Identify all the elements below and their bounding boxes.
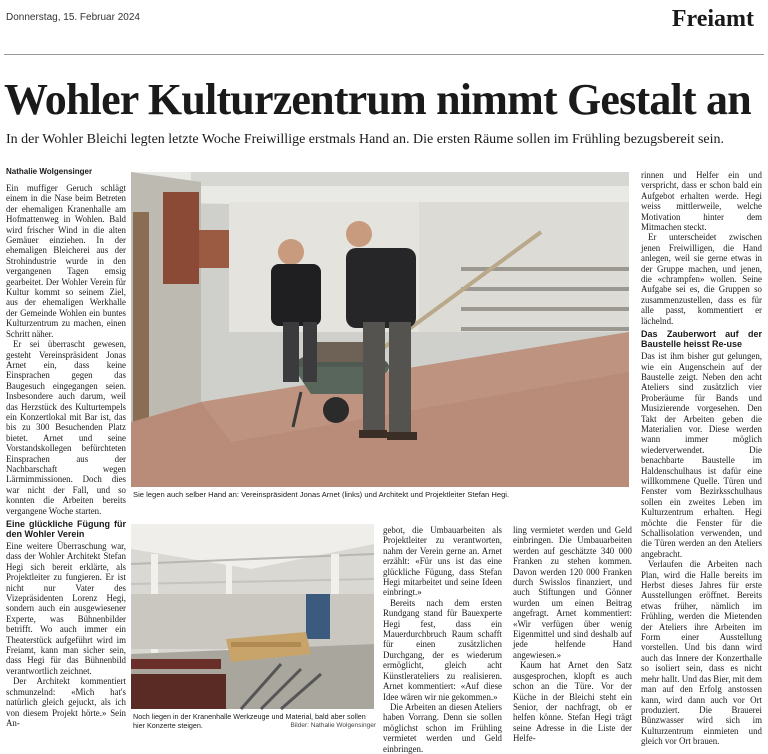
paragraph: Die Arbeiten an diesen Ateliers haben Vorrang. Denn sie sollen möglichst schon im Frühling vermietet werden und Geld einbringen.: [383, 701, 502, 754]
paragraph: Eine weitere Überraschung war, dass der Wohler Architekt Stefan Hegi sich bereit erklärte, als Projektleiter zu fungieren. Er ist nicht nur Vater des Vizepräsidenten Lorenz Hegi, sondern auch ein ausgewiesener Experte, was Bühnenbilder betrifft. Wo auch immer ein Theaterstück aufgeführt wird im Freiamt, kann man sicher sein, dass Hegi für das Bühnenbild verantwortlich zeichnet.: [6, 541, 126, 676]
article-column-4: [641, 170, 762, 747]
header-divider: [4, 54, 764, 55]
photo-workers-wheelbarrow: [131, 172, 629, 487]
headline: Wohler Kulturzentrum nimmt Gestalt an: [4, 75, 751, 124]
paragraph: Kaum hat Arnet den Satz ausgesprochen, klopft es auch schon an die Türe. Vor der Küche in der Bleichi steht ein Senior, der nachfragt, ob er helfen könne. Stefan Hegi trägt seine Adresse in die Liste der Helfe-: [513, 660, 632, 744]
paragraph: Er unterscheidet zwischen jenen Freiwilligen, die Hand anlegen, weil sie gerne etwas in der Gruppe machen, und jenen, die «chrampfen» wollen. Seine Aufgabe sei es, die Gruppen so zusammenzustellen, dass es für alle passt, kommentiert er lächelnd.: [641, 232, 762, 326]
subheading: Das Zauberwort auf der Baustelle heisst Re-use: [641, 329, 762, 350]
article-column-2: [383, 525, 502, 754]
author-byline: Nathalie Wolgensinger: [6, 167, 93, 176]
article-column-1: [6, 183, 126, 729]
paragraph: Verlaufen die Arbeiten nach Plan, wird die Halle bereits im Herbst dieses Jahres für erste Ausstellungen eröffnet. Bereits etwas früher, nämlich im Frühling, werden die Mietenden der Ateliers ihre Arbeiten im Form einer Ausstellung vorstellen. Und bis dann wird auch das Innere der Konzerthalle so isoliert sein, dass es nicht mehr hallt. Und das Bier, mit dem man auf den Erfolg anstossen kann, wird dann auch vor Ort produziert. Die Brauerei Bünzwasser wird sich im Kulturzentrum einmieten und gleich vor Ort brauen.: [641, 559, 762, 747]
photo-credit: Bilder: Nathalie Wolgensinger: [290, 721, 376, 729]
section-title: Freiamt: [671, 6, 754, 32]
paragraph: Bereits nach dem ersten Rundgang stand für Bauexperte Hegi fest, dass ein Mauerdurchbruch Raum schafft für einen zusätzlichen Durchgang, der es wiederum ermöglicht, gleich acht Künstlerateliers zu realisieren. Arnet kommentiert: «Auf diese Idee wären wir nie gekommen.»: [383, 597, 502, 702]
caption-text: Noch liegen in der Kranenhalle Werkzeuge und Material, bald aber sollen hier Konzerte steigen.: [133, 712, 366, 730]
paragraph: rinnen und Helfer ein und verspricht, dass er schon bald ein Aufgebot erhalten werde. Hegi weiss mittlerweile, welche Motivation hinter dem Mitmachen steckt.: [641, 170, 762, 233]
issue-date: Donnerstag, 15. Februar 2024: [6, 12, 140, 23]
paragraph: ling vermietet werden und Geld einbringen. Die Umbauarbeiten werden auf geschätzte 340 000 Franken zu stehen kommen. Davon werden 120 000 Franken durch Swisslos finanziert, und auch Stiftungen und Gönner wurden um einen Beitrag angefragt. Arnet kommentiert: «Wir verfügen über wenig Eigenmittel und sind deshalb auf jede helfende Hand angewiesen.»: [513, 525, 632, 660]
paragraph: gebot, die Umbauarbeiten als Projektleiter zu verantworten, nahm der Verein gerne an. Arnet erzählt: «Für uns ist das eine glückliche Fügung, dass Stefan Hegi mitarbeitet und seine Ideen einbringt.»: [383, 525, 502, 598]
article-column-3: [513, 525, 632, 744]
paragraph: Der Architekt kommentiert schmunzelnd: «Mich hat's natürlich gleich gejuckt, als ich von diesem Projekt hörte.» Sein An-: [6, 676, 126, 728]
photo-caption-1: Sie legen auch selber Hand an: Vereinspräsident Jonas Arnet (links) und Architekt und Projektleiter Stefan Hegi.: [133, 490, 510, 499]
photo-caption-2: [133, 713, 376, 730]
subheading: Eine glückliche Fügung für den Wohler Verein: [6, 519, 126, 539]
paragraph: Das ist ihm bisher gut gelungen, wie ein Augenschein auf der Baustelle zeigt. Neben den acht Ateliers sind zusätzlich vier Proberäume für Bands und Musizierende vorgesehen. Den Takt der Arbeiten geben die Materialien vor. Diese werden wann immer möglich wiederverwendet. Die benachbarte Baustelle im Haldenschulhaus ist dafür eine willkommene Quelle. Türen und Fenster vom Bezirksschulhaus sollen ein zweites Leben im Kulturzentrum erhalten. Hegi möchte die Fenster für die Schallisolation verwenden, und die Türen werden an den Ateliers angebracht.: [641, 351, 762, 559]
paragraph: Ein muffiger Geruch schlägt einem in die Nase beim Betreten der ehemaligen Kranenhalle am Hofmattenweg in Wohlen. Bald wird frischer Wind in die alten Gemäuer einziehen. In der ehemaligen Bleicherei aus der Strohindustrie wurde in den vergangenen Tagen emsig gearbeitet. Der Wohler Verein für Kultur kommt so seinem Ziel, aus der ehemaligen Werkhalle der Gemeinde Wohlen ein buntes Kulturzentrum zu machen, einen Schritt näher.: [6, 183, 126, 339]
photo-hall-materials: [131, 524, 374, 723]
lead-text: In der Wohler Bleichi legten letzte Woche Freiwillige erstmals Hand an. Die ersten Räume sollen im Frühling bezugsbereit sein.: [6, 132, 725, 147]
paragraph: Er sei überrascht gewesen, gesteht Vereinspräsident Jonas Arnet ein, dass keine Einsprachen gegen das Baugesuch eingegangen seien. Insbesondere auch darum, weil das Herzstück des Kulturtempels ein Konzertlokal mit Bar ist, das bis zu 300 Besuchenden Platz bietet. Arnet und seine Vorstandskollegen befürchteten Einsprachen aus der Nachbarschaft wegen Lärmimmissionen. Doch dies war nicht der Fall, und so konnten die Arbeiten bereits vergangene Woche starten.: [6, 339, 126, 516]
